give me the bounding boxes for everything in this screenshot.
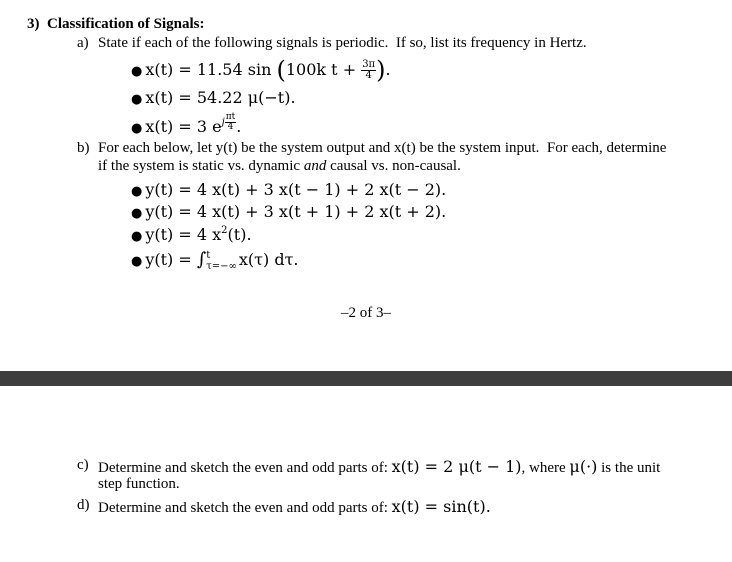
part-d-math: x(t) = sin(t). [391,497,491,516]
part-c-text-2: , where [521,460,570,476]
exponent-numerator: πt [225,112,236,122]
part-c-line-2: step function. [98,476,180,492]
part-c-text-1: Determine and sketch the even and odd parts of: [98,460,392,476]
eq-lhs: x(t) = 3 e [145,117,222,136]
bullet-icon: ● [131,121,143,136]
fraction [361,60,376,81]
paren-close: ) [376,56,386,84]
paren-open: ( [276,56,286,84]
integral-limits [206,250,237,272]
line-2-pre: if the system is static vs. dynamic [98,158,304,174]
bullet-icon: ● [131,184,143,199]
integral-upper-limit: t [206,249,211,261]
part-b-equation-1 [131,180,446,199]
integral-lower-limit: τ=−∞ [206,260,237,272]
part-b-line-1: For each below, let y(t) be the system output and x(t) be the system input. For each, determine [98,140,667,156]
page-divider [0,371,732,386]
part-a-equation-1 [131,56,391,84]
exponent-prefix: j [221,117,225,128]
part-b-line-2 [98,158,461,175]
part-a-equation-3 [131,113,241,136]
page-number: –2 of 3– [341,305,391,321]
exponent-fraction [225,113,237,132]
part-c-text-3: is the unit [597,460,661,476]
eq-superscript: 2 [221,225,228,236]
eq-inner: 100k t + [285,60,362,79]
part-d-label: d) [77,497,90,513]
bullet-icon: ● [131,92,143,107]
bullet-icon: ● [131,206,143,221]
bullet-icon: ● [131,64,143,79]
eq-text: x(t) = 54.22 μ(−t). [145,88,296,107]
bullet-icon: ● [131,229,143,244]
part-d-text: Determine and sketch the even and odd parts of: [98,500,392,516]
eq-end: . [385,60,391,79]
part-b-label: b) [77,140,90,156]
part-b-equation-4 [131,249,299,272]
line-2-post: causal vs. non-causal. [326,158,461,174]
fraction-numerator: 3π [362,59,376,70]
problem-heading: 3) Classification of Signals: [27,16,205,32]
eq-text: y(t) = 4 x(t) + 3 x(t + 1) + 2 x(t + 2). [145,202,447,221]
part-c-math-1: x(t) = 2 μ(t − 1) [391,457,522,476]
exponent-denominator: 4 [227,122,234,132]
eq-rhs: x(τ) dτ. [238,250,299,269]
exponent [221,112,237,132]
fraction-denominator: 4 [365,70,372,81]
part-a-text: State if each of the following signals is periodic. If so, list its frequency in Hertz. [98,35,587,51]
part-d-line [98,497,491,517]
integral-icon: ∫ [196,249,207,270]
part-a-label: a) [77,35,89,51]
bullet-icon: ● [131,254,143,269]
part-c-math-2: μ(·) [569,457,598,476]
eq-lhs: x(t) = 11.54 sin [145,60,272,79]
line-2-emphasis: and [303,158,327,174]
part-a-equation-2 [131,88,296,107]
eq-text: y(t) = 4 x(t) + 3 x(t − 1) + 2 x(t − 2). [145,180,447,199]
eq-pre: y(t) = 4 x [145,225,222,244]
eq-end: . [236,117,242,136]
part-c-label: c) [77,457,89,473]
part-c-line-1 [98,457,660,477]
eq-lhs: y(t) = [145,250,197,269]
eq-post: (t). [227,225,252,244]
part-b-equation-3 [131,225,252,244]
part-b-equation-2 [131,202,446,221]
